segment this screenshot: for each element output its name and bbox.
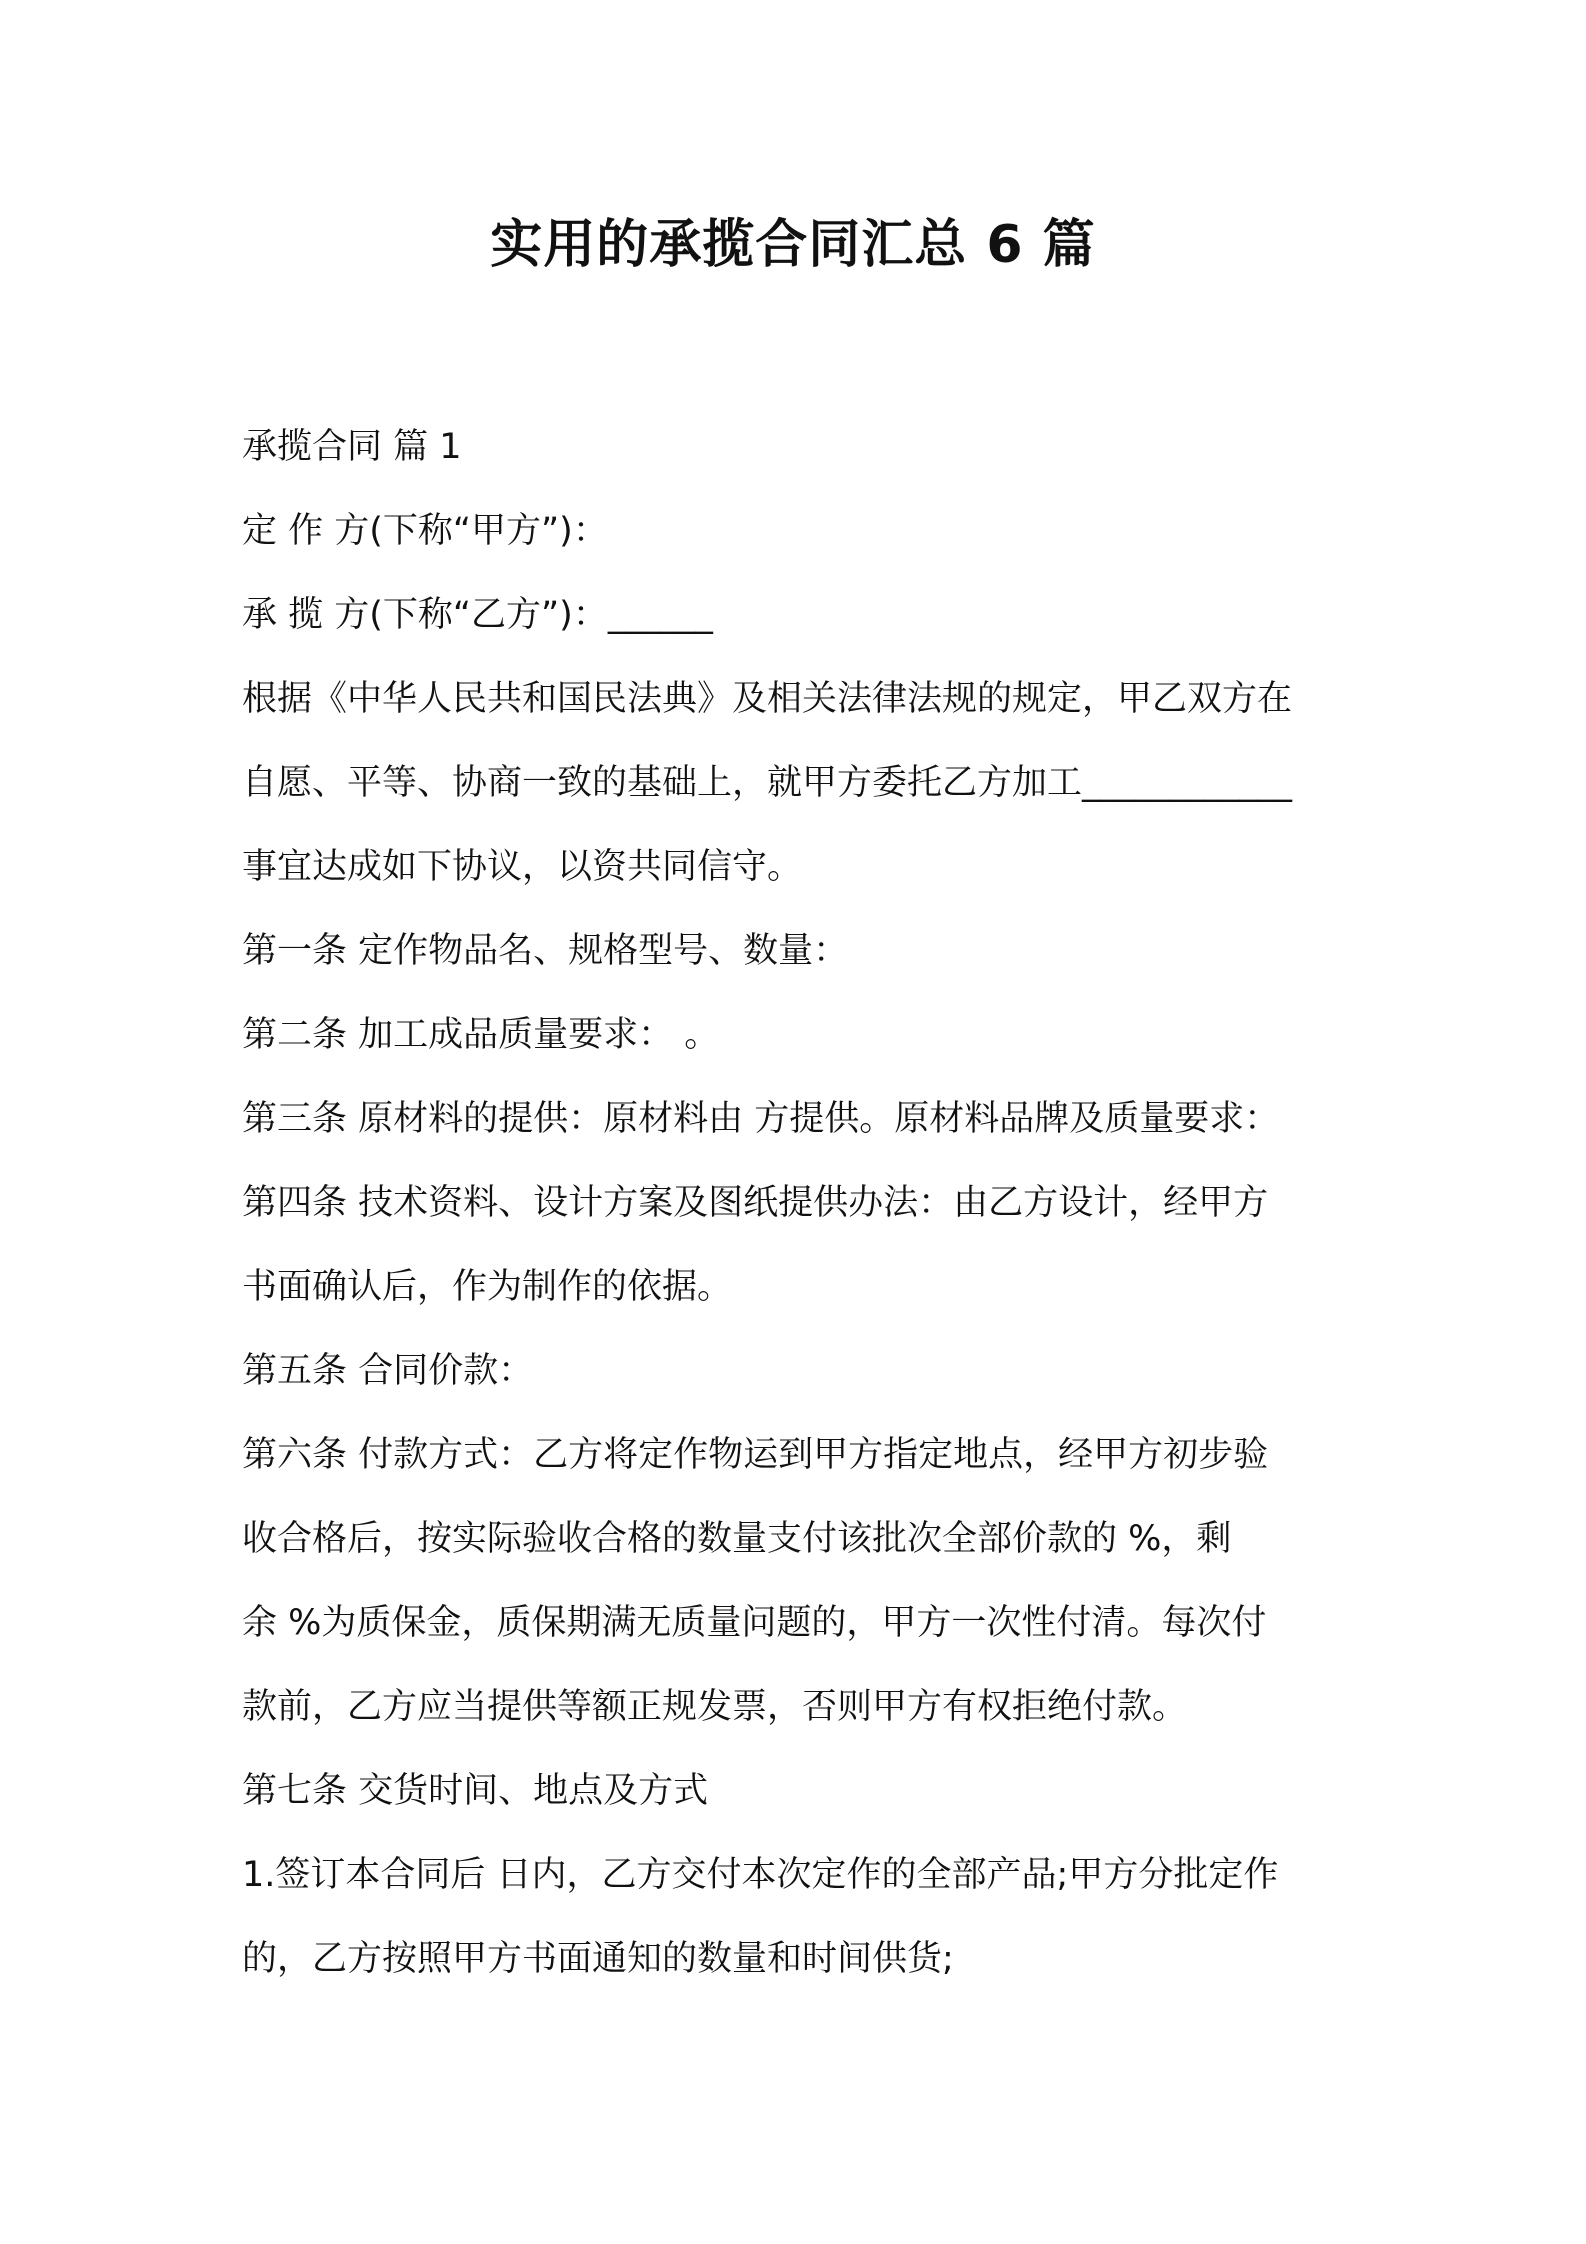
section-heading: 承揽合同 篇 1 <box>242 427 462 467</box>
body-line: 收合格后，按实际验收合格的数量支付该批次全部价款的 %，剩 <box>242 1519 1232 1559</box>
article-6-line: 第六条 付款方式：乙方将定作物运到甲方指定地点，经甲方初步验 <box>242 1435 1269 1475</box>
body-line: 的，乙方按照甲方书面通知的数量和时间供货; <box>242 1939 954 1979</box>
body-line: 事宜达成如下协议，以资共同信守。 <box>242 847 803 887</box>
party-b-line: 承 揽 方(下称“乙方”)：______ <box>242 595 713 635</box>
party-a-line: 定 作 方(下称“甲方”)： <box>242 511 608 551</box>
body-line: 书面确认后，作为制作的依据。 <box>242 1267 733 1307</box>
article-4-line: 第四条 技术资料、设计方案及图纸提供办法：由乙方设计，经甲方 <box>242 1183 1269 1223</box>
document-body <box>242 405 1362 2001</box>
body-line: 余 %为质保金，质保期满无质量问题的，甲方一次性付清。每次付 <box>242 1603 1267 1643</box>
clause-line: 1.签订本合同后 日内，乙方交付本次定作的全部产品;甲方分批定作 <box>242 1855 1279 1895</box>
body-line: 自愿、平等、协商一致的基础上，就甲方委托乙方加工____________ <box>242 763 1293 803</box>
article-1-line: 第一条 定作物品名、规格型号、数量： <box>242 931 849 971</box>
article-3-line: 第三条 原材料的提供：原材料由 方提供。原材料品牌及质量要求： <box>242 1099 1280 1139</box>
article-2-line: 第二条 加工成品质量要求： 。 <box>242 1015 720 1055</box>
article-7-line: 第七条 交货时间、地点及方式 <box>242 1771 709 1811</box>
article-5-line: 第五条 合同价款： <box>242 1351 534 1391</box>
body-line: 款前，乙方应当提供等额正规发票，否则甲方有权拒绝付款。 <box>242 1687 1188 1727</box>
body-line: 根据《中华人民共和国民法典》及相关法律法规的规定，甲乙双方在 <box>242 679 1293 719</box>
document-title: 实用的承揽合同汇总 6 篇 <box>490 215 1096 275</box>
